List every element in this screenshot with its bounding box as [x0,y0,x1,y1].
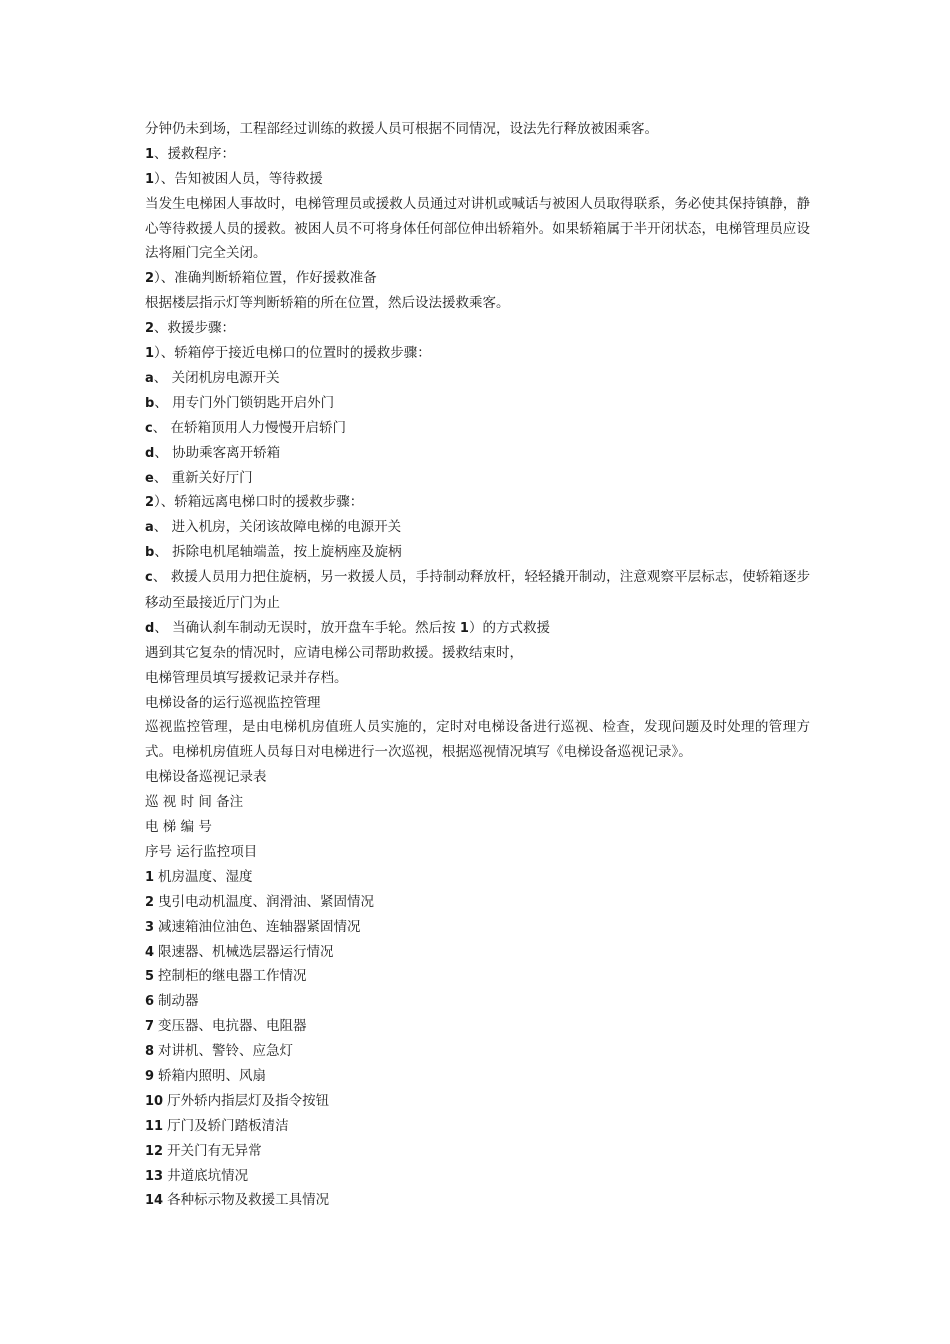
checklist-item [145,989,810,1014]
text-line [145,641,810,666]
line-number: 1 [145,171,155,187]
checklist-item [145,1188,810,1213]
text-line [145,691,810,716]
item-text: 各种标示物及救援工具情况 [167,1192,330,1209]
line-number: 2 [145,321,155,337]
line-number: c [145,570,153,586]
item-text: 厅门及轿门踏板清洁 [167,1117,289,1134]
line-text: 、 当确认刹车制动无误时，放开盘车手轮。然后按 [154,619,460,636]
line-text: 、援救程序： [154,145,236,162]
line-number: a [145,520,154,536]
line-text: 当发生电梯困人事故时，电梯管理员或援救人员通过对讲机或喊话与被困人员取得联系，务必使其保持镇静，静心等待救援人员的援救。被困人员不可将身体任何部位伸出轿箱外。如果轿箱属于半开闭状态，电梯管理员应设法将厢门完全关闭。 [145,195,810,262]
text-line [145,192,810,267]
line-text: 分钟仍未到场，工程部经过训练的救援人员可根据不同情况，设法先行释放被困乘客。 [145,121,658,137]
text-line [145,167,810,192]
line-text: 遇到其它复杂的情况时，应请电梯公司帮助救援。援救结束时， [145,644,523,661]
item-text: 曳引电动机温度、润滑油、紧固情况 [158,893,375,910]
item-number: 11 [145,1118,164,1134]
item-text: 机房温度、湿度 [158,868,253,885]
checklist-item [145,1089,810,1114]
checklist-item [145,865,810,890]
text-line [145,616,810,641]
text-line [145,840,810,865]
item-number: 9 [145,1068,155,1084]
text-line [145,142,810,167]
line-text: 、 救援人员用力把住旋柄，另一救援人员，手持制动释放杆，轻轻撬开制动，注意观察平层标志，使轿箱逐步移动至最接近厅门为止 [145,569,810,611]
text-line [145,117,810,142]
item-text: 制动器 [158,993,199,1010]
line-text: ）、轿箱停于接近电梯口的位置时的援救步骤： [154,345,431,362]
line-number: 1 [145,346,155,362]
line-text: 、 进入机房，关闭该故障电梯的电源开关 [153,519,402,536]
checklist-item [145,940,810,965]
text-line [145,790,810,815]
checklist-item [145,1014,810,1039]
line-number: b [145,395,155,411]
text-line [145,765,810,790]
text-line [145,666,810,691]
item-number: 3 [145,919,155,935]
checklist-item [145,1139,810,1164]
line-text: ）、轿箱远离电梯口时的援救步骤： [154,494,364,511]
item-number: 10 [145,1093,164,1109]
line-number: b [145,545,155,561]
checklist-item [145,1114,810,1139]
text-line [145,715,810,765]
line-text: 巡视监控管理，是由电梯机房值班人员实施的，定时对电梯设备进行巡视、检查，发现问题及时处理的管理方式。电梯机房值班人员每日对电梯进行一次巡视，根据巡视情况填写《电梯设备巡视记录》。 [145,719,810,761]
text-line [145,466,810,491]
text-line [145,266,810,291]
line-number: a [145,370,154,386]
line-text: 、 重新关好厅门 [153,469,253,486]
text-line [145,815,810,840]
line-number: d [145,620,155,636]
item-text: 开关门有无异常 [167,1142,262,1159]
text-line [145,316,810,341]
checklist-item [145,915,810,940]
text-line [145,490,810,515]
line-text: 、 协助乘客离开轿箱 [154,444,281,461]
item-text: 对讲机、警铃、应急灯 [158,1043,294,1060]
item-text: 轿箱内照明、风扇 [158,1067,267,1084]
text-line [145,540,810,565]
item-number: 1 [145,869,155,885]
line-number: e [145,470,154,486]
item-text: 厅外轿内指层灯及指令按钮 [167,1092,330,1109]
item-text: 减速箱油位油色、连轴器紧固情况 [158,918,361,935]
checklist-item [145,1039,810,1064]
line-text: 根据楼层指示灯等判断轿箱的所在位置，然后设法援救乘客。 [145,295,510,312]
item-number: 8 [145,1044,155,1060]
line-text: ）、告知被困人员，等待救援 [154,170,323,187]
item-number: 2 [145,894,155,910]
item-number: 5 [145,969,155,985]
text-line [145,366,810,391]
checklist-item [145,1164,810,1189]
line-number: c [145,420,153,436]
text-line [145,391,810,416]
line-text: 电 梯 编 号 [145,819,212,836]
line-text: ）、准确判断轿箱位置，作好援救准备 [154,270,377,287]
line-text: 电梯管理员填写援救记录并存档。 [145,669,348,686]
line-text: 电梯设备巡视记录表 [145,769,267,786]
item-number: 4 [145,944,155,960]
item-text: 限速器、机械选层器运行情况 [158,943,334,960]
item-number: 14 [145,1193,164,1209]
line-text-tail: ）的方式救援 [468,619,550,636]
line-text: 序号 运行监控项目 [145,843,258,860]
line-text: 、 拆除电机尾轴端盖，按上旋柄座及旋柄 [154,544,402,561]
document-body [145,117,810,1213]
line-text: 、 关闭机房电源开关 [153,369,280,386]
item-number: 7 [145,1019,155,1035]
text-line [145,565,810,616]
line-number: d [145,445,155,461]
line-number: 1 [145,146,155,162]
text-line [145,291,810,316]
item-number: 12 [145,1143,164,1159]
checklist-item [145,964,810,989]
line-text: 、 用专门外门锁钥匙开启外门 [154,394,335,411]
item-number: 6 [145,994,155,1010]
line-number: 2 [145,271,155,287]
text-line [145,341,810,366]
line-number: 2 [145,495,155,511]
line-text: 巡 视 时 间 备注 [145,794,244,811]
checklist-item [145,890,810,915]
text-line [145,416,810,441]
line-text: 电梯设备的运行巡视监控管理 [145,694,321,711]
item-text: 控制柜的继电器工作情况 [158,968,307,985]
item-number: 13 [145,1168,164,1184]
item-text: 井道底坑情况 [167,1167,249,1184]
line-text: 、 在轿箱顶用人力慢慢开启轿门 [152,419,347,436]
item-text: 变压器、电抗器、电阻器 [158,1018,307,1035]
checklist-item [145,1064,810,1089]
text-line [145,441,810,466]
line-text: 、救援步骤： [154,320,236,337]
text-line [145,515,810,540]
inline-number: 1 [459,620,469,636]
